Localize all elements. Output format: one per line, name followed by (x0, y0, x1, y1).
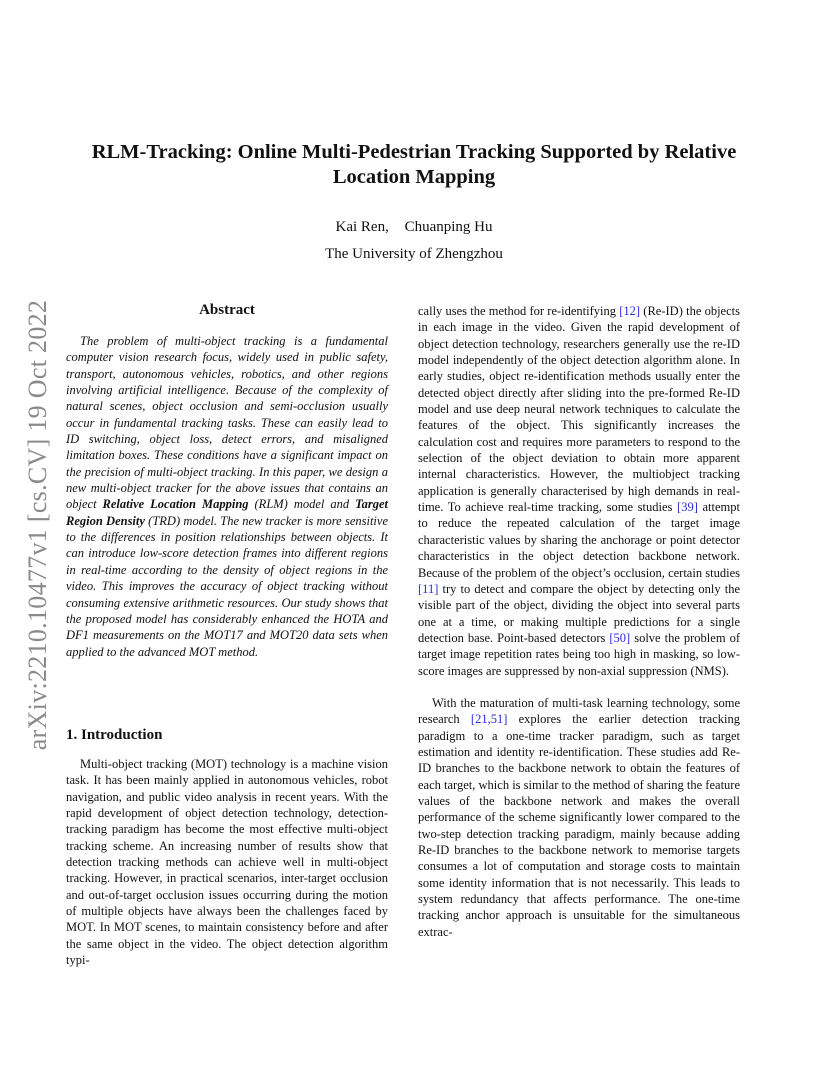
abstract-emphasis: Relative Location Mapping (102, 497, 249, 512)
abstract-emphasis: Target Region Density (66, 497, 388, 528)
abstract-text: The problem of multi-object tracking is a fundamental computer vision research focus, widely used in public safety, transport, autonomous vehicles, robotics, and other regions involving artificial intelligence. Because of the complexity of natural scenes, object occlusion and semi-occlusion usually occur in fundamental tracking tasks. These can easily lead to ID switching, object loss, detect errors, and misaligned limitation boxes. These conditions have a significant impact on the precision of multi-object tracking. In this paper, we design a new multi-object tracker for the above issues that contains an object (66, 334, 388, 512)
body-text: Multi-object tracking (MOT) technology is a machine vision task. It has been mainly applied in autonomous vehicles, robot navigation, and public video analysis in recent years. With the rapid development of object detection technology, detection-tracking paradigm has become the most effective multi-object tracking scheme. An increasing number of results show that detection tracking methods can achieve well in multi-object tracking. However, in practical scenarios, inter-target occlusion and out-of-target occlusion issues occurring during the motion of multiple objects have always been the challenges faced by MOT. In MOT scenes, to maintain consistency before and after the same object in the video. The object detection algorithm typi- (66, 757, 388, 968)
citation-link[interactable]: [12] (619, 304, 641, 318)
author-name: Chuanping Hu (404, 219, 493, 235)
body-paragraph (418, 695, 740, 940)
body-paragraph (418, 303, 740, 679)
citation-link[interactable]: [50] (609, 630, 631, 645)
title-line-1: RLM-Tracking: Online Multi-Pedestrian Tracking Supported by Relative (91, 141, 737, 163)
citation-link[interactable]: [11] (418, 581, 439, 596)
body-text: solve the problem of target image repetition rates being too high in masking, so low-score images are suppressed by non-axial suppression (NMS). (418, 630, 740, 678)
author-name: Kai Ren, (335, 219, 389, 235)
section-heading-introduction: 1. Introduction (66, 727, 163, 743)
body-text: With the maturation of multi-task learning technology, some research (418, 695, 740, 727)
arxiv-sidebar-stamp (18, 290, 58, 760)
introduction-paragraph (66, 756, 388, 968)
citation-link[interactable]: 51] (490, 712, 508, 727)
author-list (60, 219, 768, 236)
citation-link[interactable]: [21, (470, 712, 491, 727)
body-text: attempt to reduce the repeated calculation of the target image characteristic values by sharing the anchorage or point detector characteristics in the object detection backbone network. Because of the problem of the object’s occlusion, certain studies (418, 500, 740, 580)
abstract-body (66, 333, 388, 660)
abstract-text: (TRD) model. The new tracker is more sensitive to the differences in position relationships between objects. It can introduce low-score detection frames into different regions in real-time according to the density of object regions in the video. This improves the accuracy of object tracking without consuming extensive arithmetic resources. Our study shows that the proposed model has considerably enhanced the HOTA and DF1 measurements on the MOT17 and MOT20 data sets when applied to the advanced MOT method. (66, 513, 388, 659)
paper-title (60, 140, 768, 190)
abstract-heading: Abstract (199, 302, 255, 318)
body-text: cally uses the method for re-identifying (418, 304, 620, 318)
abstract-text: (RLM) model and (248, 497, 356, 512)
body-text: (Re-ID) the objects in each image in the video. Given the rapid development of object detection technology, researchers generally use the re-ID model independently of the object detection algorithm alone. In early studies, object re-identification methods usually enter the detected object directly after sliding into the pre-formed Re-ID model and use deep neural network techniques to calculate the features of the object. This significantly increases the calculation cost and requires more parameters to respond to the selection of the object deviation to obtain more apparent internal characteristics. However, the multiobject tracking application is generally characterised by high demands in real-time. To achieve real-time tracking, some studies (418, 304, 740, 515)
arxiv-identifier: arXiv:2210.10477v1 [cs.CV] 19 Oct 2022 (23, 299, 52, 751)
body-text: try to detect and compare the object by detecting only the visible part of the object, dividing the object into several parts one at a time, or making multiple predictions for a single detection base. Point-based detectors (418, 581, 740, 645)
affiliation: The University of Zhengzhou (325, 246, 503, 262)
body-text: explores the earlier detection tracking paradigm to a one-time tracker paradigm, such as target estimation and identity re-identification. These studies add Re-ID branches to the backbone network to obtain the features of each target, which is similar to the method of sharing the feature values of the backbone network and makes the overall performance of the scheme significantly lower compared to the two-step detection tracking paradigm, mainly because adding Re-ID branches to the backbone network to memorise targets consumes a lot of computation and storage costs to maintain some identity information that is not necessarily. This leads to system redundancy that affects performance. The one-time tracking anchor approach is unsuitable for the simultaneous extrac- (418, 712, 740, 939)
citation-link[interactable]: [39] (677, 500, 698, 515)
title-line-2: Location Mapping (332, 166, 496, 188)
right-column (418, 303, 740, 940)
